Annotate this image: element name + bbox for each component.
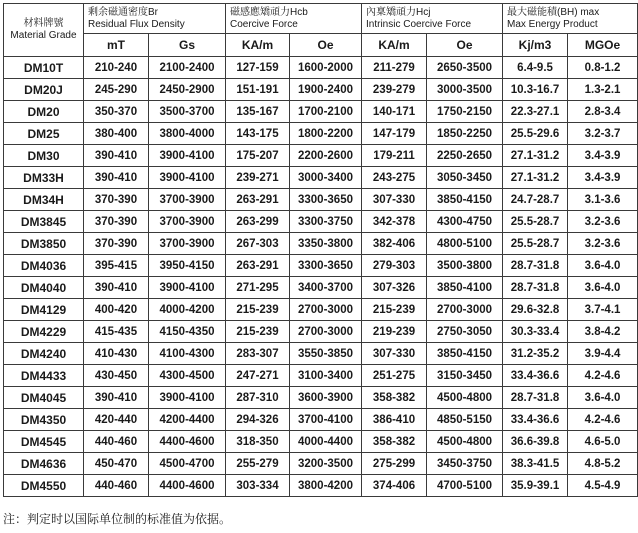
table-cell: 3.1-3.6 — [568, 189, 638, 211]
table-cell: 127-159 — [226, 57, 290, 79]
material-grade-cell: DM4545 — [4, 431, 84, 453]
table-cell: 3800-4200 — [290, 475, 362, 497]
header-max-energy-product — [503, 4, 638, 34]
header-group-en: Max Energy Product — [507, 18, 598, 30]
table-row — [4, 453, 638, 475]
table-cell: 4400-4600 — [149, 475, 226, 497]
table-cell: 3150-3450 — [427, 365, 503, 387]
table-cell: 2700-3000 — [290, 321, 362, 343]
table-cell: 29.6-32.8 — [503, 299, 568, 321]
table-row — [4, 255, 638, 277]
table-cell: 219-239 — [362, 321, 427, 343]
header-group-en: Residual Flux Density — [88, 18, 185, 30]
table-cell: 3400-3700 — [290, 277, 362, 299]
table-cell: 3450-3750 — [427, 453, 503, 475]
unit-cell: Kj/m3 — [503, 34, 568, 57]
table-cell: 35.9-39.1 — [503, 475, 568, 497]
table-cell: 395-415 — [84, 255, 149, 277]
table-cell: 4100-4300 — [149, 343, 226, 365]
table-row — [4, 189, 638, 211]
table-cell: 3550-3850 — [290, 343, 362, 365]
table-row — [4, 101, 638, 123]
table-cell: 3350-3800 — [290, 233, 362, 255]
table-cell: 370-390 — [84, 189, 149, 211]
table-cell: 33.4-36.6 — [503, 409, 568, 431]
table-cell: 147-179 — [362, 123, 427, 145]
table-cell: 2750-3050 — [427, 321, 503, 343]
table-cell: 1900-2400 — [290, 79, 362, 101]
table-cell: 3900-4100 — [149, 145, 226, 167]
table-cell: 1750-2150 — [427, 101, 503, 123]
table-cell: 211-279 — [362, 57, 427, 79]
header-intrinsic-coercive-force — [362, 4, 503, 34]
material-grade-cell: DM4550 — [4, 475, 84, 497]
table-cell: 255-279 — [226, 453, 290, 475]
table-cell: 175-207 — [226, 145, 290, 167]
table-cell: 390-410 — [84, 145, 149, 167]
table-row — [4, 343, 638, 365]
footnote: 注：判定时以国际单位制的标准值为依据。 — [3, 512, 232, 526]
table-cell: 420-440 — [84, 409, 149, 431]
table-cell: 267-303 — [226, 233, 290, 255]
unit-cell: mT — [84, 34, 149, 57]
material-grade-cell: DM3850 — [4, 233, 84, 255]
table-cell: 263-291 — [226, 255, 290, 277]
table-cell: 410-430 — [84, 343, 149, 365]
table-cell: 283-307 — [226, 343, 290, 365]
table-cell: 3100-3400 — [290, 365, 362, 387]
material-grade-cell: DM4240 — [4, 343, 84, 365]
table-cell: 386-410 — [362, 409, 427, 431]
table-cell: 10.3-16.7 — [503, 79, 568, 101]
table-cell: 4200-4400 — [149, 409, 226, 431]
table-cell: 3.8-4.2 — [568, 321, 638, 343]
table-cell: 307-326 — [362, 277, 427, 299]
table-cell: 4500-4800 — [427, 431, 503, 453]
table-cell: 307-330 — [362, 189, 427, 211]
table-row — [4, 79, 638, 101]
table-cell: 415-435 — [84, 321, 149, 343]
table-cell: 3850-4150 — [427, 343, 503, 365]
table-cell: 2250-2650 — [427, 145, 503, 167]
table-cell: 4150-4350 — [149, 321, 226, 343]
table-cell: 440-460 — [84, 475, 149, 497]
table-cell: 25.5-29.6 — [503, 123, 568, 145]
table-cell: 382-406 — [362, 233, 427, 255]
table-cell: 140-171 — [362, 101, 427, 123]
table-cell: 2.8-3.4 — [568, 101, 638, 123]
material-grade-cell: DM3845 — [4, 211, 84, 233]
unit-cell: Oe — [427, 34, 503, 57]
table-cell: 2650-3500 — [427, 57, 503, 79]
table-cell: 3300-3750 — [290, 211, 362, 233]
material-grade-cell: DM4040 — [4, 277, 84, 299]
header-row-units — [4, 34, 638, 57]
table-cell: 400-420 — [84, 299, 149, 321]
table-cell: 215-239 — [226, 321, 290, 343]
material-grade-cell: DM4636 — [4, 453, 84, 475]
table-row — [4, 299, 638, 321]
material-grade-cell: DM34H — [4, 189, 84, 211]
table-cell: 3900-4100 — [149, 167, 226, 189]
unit-cell: Gs — [149, 34, 226, 57]
table-cell: 135-167 — [226, 101, 290, 123]
table-cell: 4000-4200 — [149, 299, 226, 321]
table-cell: 350-370 — [84, 101, 149, 123]
table-row — [4, 211, 638, 233]
table-cell: 4.6-5.0 — [568, 431, 638, 453]
table-cell: 3.6-4.0 — [568, 255, 638, 277]
table-cell: 3700-4100 — [290, 409, 362, 431]
table-cell: 3.9-4.4 — [568, 343, 638, 365]
table-cell: 143-175 — [226, 123, 290, 145]
table-cell: 390-410 — [84, 277, 149, 299]
table-cell: 2450-2900 — [149, 79, 226, 101]
table-cell: 4700-5100 — [427, 475, 503, 497]
unit-cell: KA/m — [226, 34, 290, 57]
material-grade-cell: DM4129 — [4, 299, 84, 321]
table-cell: 380-400 — [84, 123, 149, 145]
table-cell: 374-406 — [362, 475, 427, 497]
material-grade-cell: DM20 — [4, 101, 84, 123]
material-grade-cell: DM4045 — [4, 387, 84, 409]
header-group-en: Intrinsic Coercive Force — [366, 18, 472, 30]
table-cell: 4500-4700 — [149, 453, 226, 475]
table-cell: 271-295 — [226, 277, 290, 299]
header-group-en: Coercive Force — [230, 18, 298, 30]
table-cell: 263-299 — [226, 211, 290, 233]
table-cell: 390-410 — [84, 387, 149, 409]
table-cell: 3850-4150 — [427, 189, 503, 211]
table-cell: 239-271 — [226, 167, 290, 189]
table-cell: 36.6-39.8 — [503, 431, 568, 453]
header-grade-en: Material Grade — [10, 30, 77, 41]
unit-cell: Oe — [290, 34, 362, 57]
table-cell: 28.7-31.8 — [503, 387, 568, 409]
header-group-zh: 最大磁能積(BH) max — [507, 6, 600, 18]
table-cell: 31.2-35.2 — [503, 343, 568, 365]
table-cell: 3600-3900 — [290, 387, 362, 409]
table-row — [4, 167, 638, 189]
table-cell: 3.6-4.0 — [568, 387, 638, 409]
table-cell: 1800-2200 — [290, 123, 362, 145]
properties-table — [3, 3, 638, 497]
table-cell: 3700-3900 — [149, 211, 226, 233]
table-cell: 4.2-4.6 — [568, 365, 638, 387]
table-cell: 1600-2000 — [290, 57, 362, 79]
table-cell: 239-279 — [362, 79, 427, 101]
table-cell: 25.5-28.7 — [503, 211, 568, 233]
table-cell: 4400-4600 — [149, 431, 226, 453]
material-grade-cell: DM25 — [4, 123, 84, 145]
table-cell: 318-350 — [226, 431, 290, 453]
table-cell: 3900-4100 — [149, 387, 226, 409]
table-cell: 2100-2400 — [149, 57, 226, 79]
table-cell: 3.7-4.1 — [568, 299, 638, 321]
header-grade-zh: 材料牌號 — [23, 18, 64, 29]
table-cell: 450-470 — [84, 453, 149, 475]
header-residual-flux-density — [84, 4, 226, 34]
table-cell: 342-378 — [362, 211, 427, 233]
table-cell: 0.8-1.2 — [568, 57, 638, 79]
table-cell: 2200-2600 — [290, 145, 362, 167]
table-cell: 263-291 — [226, 189, 290, 211]
table-cell: 370-390 — [84, 233, 149, 255]
table-cell: 179-211 — [362, 145, 427, 167]
table-cell: 275-299 — [362, 453, 427, 475]
table-cell: 4300-4750 — [427, 211, 503, 233]
table-cell: 3700-3900 — [149, 233, 226, 255]
table-cell: 30.3-33.4 — [503, 321, 568, 343]
table-cell: 3700-3900 — [149, 189, 226, 211]
table-cell: 3000-3400 — [290, 167, 362, 189]
table-cell: 440-460 — [84, 431, 149, 453]
header-group-zh: 剩余磁通密度Br — [88, 6, 158, 18]
table-cell: 4300-4500 — [149, 365, 226, 387]
table-cell: 4850-5150 — [427, 409, 503, 431]
table-cell: 3.2-3.7 — [568, 123, 638, 145]
table-cell: 4.8-5.2 — [568, 453, 638, 475]
table-cell: 27.1-31.2 — [503, 145, 568, 167]
table-cell: 4800-5100 — [427, 233, 503, 255]
table-cell: 3.4-3.9 — [568, 145, 638, 167]
table-cell: 370-390 — [84, 211, 149, 233]
material-grade-cell: DM4350 — [4, 409, 84, 431]
table-cell: 28.7-31.8 — [503, 255, 568, 277]
table-cell: 358-382 — [362, 387, 427, 409]
header-row-groups — [4, 4, 638, 34]
table-cell: 247-271 — [226, 365, 290, 387]
material-grade-cell: DM4433 — [4, 365, 84, 387]
table-cell: 4.2-4.6 — [568, 409, 638, 431]
table-cell: 151-191 — [226, 79, 290, 101]
table-body — [4, 4, 638, 497]
table-cell: 1700-2100 — [290, 101, 362, 123]
table-row — [4, 123, 638, 145]
table-row — [4, 145, 638, 167]
table-row — [4, 277, 638, 299]
table-cell: 3.2-3.6 — [568, 233, 638, 255]
material-grade-cell: DM4036 — [4, 255, 84, 277]
table-cell: 3300-3650 — [290, 189, 362, 211]
table-cell: 1.3-2.1 — [568, 79, 638, 101]
table-cell: 294-326 — [226, 409, 290, 431]
table-cell: 390-410 — [84, 167, 149, 189]
table-row — [4, 233, 638, 255]
table-cell: 3300-3650 — [290, 255, 362, 277]
table-cell: 215-239 — [362, 299, 427, 321]
table-cell: 279-303 — [362, 255, 427, 277]
table-cell: 215-239 — [226, 299, 290, 321]
table-cell: 243-275 — [362, 167, 427, 189]
header-group-zh: 內稟矯頑力Hcj — [366, 6, 431, 18]
table-cell: 38.3-41.5 — [503, 453, 568, 475]
table-cell: 245-290 — [84, 79, 149, 101]
table-cell: 3000-3500 — [427, 79, 503, 101]
table-cell: 3200-3500 — [290, 453, 362, 475]
table-cell: 3500-3700 — [149, 101, 226, 123]
table-cell: 25.5-28.7 — [503, 233, 568, 255]
header-group-zh: 磁感應矯頑力Hcb — [230, 6, 308, 18]
table-cell: 22.3-27.1 — [503, 101, 568, 123]
table-cell: 3950-4150 — [149, 255, 226, 277]
table-cell: 28.7-31.8 — [503, 277, 568, 299]
material-grade-cell: DM33H — [4, 167, 84, 189]
table-cell: 303-334 — [226, 475, 290, 497]
table-cell: 3900-4100 — [149, 277, 226, 299]
table-cell: 3.2-3.6 — [568, 211, 638, 233]
table-cell: 3.6-4.0 — [568, 277, 638, 299]
table-cell: 2700-3000 — [427, 299, 503, 321]
table-cell: 6.4-9.5 — [503, 57, 568, 79]
table-row — [4, 431, 638, 453]
material-grade-cell: DM20J — [4, 79, 84, 101]
magnet-properties-sheet — [3, 3, 621, 497]
unit-cell: KA/m — [362, 34, 427, 57]
table-cell: 251-275 — [362, 365, 427, 387]
table-cell: 3850-4100 — [427, 277, 503, 299]
table-cell: 307-330 — [362, 343, 427, 365]
table-row — [4, 475, 638, 497]
table-cell: 210-240 — [84, 57, 149, 79]
table-cell: 430-450 — [84, 365, 149, 387]
material-grade-cell: DM10T — [4, 57, 84, 79]
header-coercive-force — [226, 4, 362, 34]
table-cell: 4000-4400 — [290, 431, 362, 453]
table-row — [4, 387, 638, 409]
material-grade-cell: DM4229 — [4, 321, 84, 343]
table-cell: 1850-2250 — [427, 123, 503, 145]
material-grade-cell: DM30 — [4, 145, 84, 167]
table-row — [4, 409, 638, 431]
table-cell: 358-382 — [362, 431, 427, 453]
table-cell: 287-310 — [226, 387, 290, 409]
table-row — [4, 57, 638, 79]
unit-cell: MGOe — [568, 34, 638, 57]
table-cell: 3.4-3.9 — [568, 167, 638, 189]
table-row — [4, 365, 638, 387]
table-cell: 24.7-28.7 — [503, 189, 568, 211]
table-row — [4, 321, 638, 343]
table-cell: 3800-4000 — [149, 123, 226, 145]
table-cell: 2700-3000 — [290, 299, 362, 321]
table-cell: 3050-3450 — [427, 167, 503, 189]
table-cell: 3500-3800 — [427, 255, 503, 277]
table-cell: 4500-4800 — [427, 387, 503, 409]
header-material-grade — [4, 4, 84, 57]
table-cell: 27.1-31.2 — [503, 167, 568, 189]
table-cell: 4.5-4.9 — [568, 475, 638, 497]
table-cell: 33.4-36.6 — [503, 365, 568, 387]
